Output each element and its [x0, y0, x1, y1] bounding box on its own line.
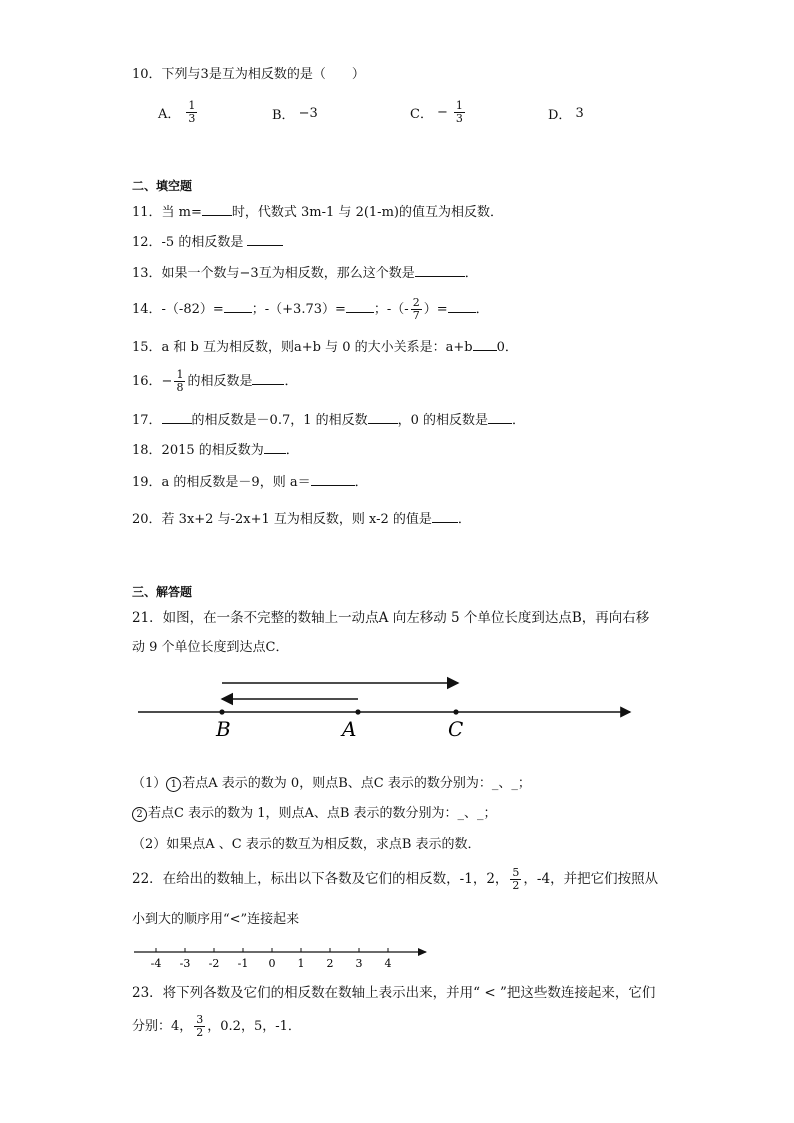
q12 [132, 233, 283, 252]
q17-text-d: ． [512, 413, 526, 428]
tick-label: -3 [179, 957, 191, 970]
q22-text-b: ，-4，并把它们按照从 [523, 871, 659, 887]
tick-label: -4 [150, 957, 162, 970]
fraction: $\frac{3}{2}$ [196, 1013, 204, 1039]
point-b-label: B [216, 717, 231, 741]
q23-text-b: ，0.2，5，-1． [207, 1019, 301, 1034]
q14 [132, 296, 489, 324]
q13-text-b: ． [464, 266, 478, 281]
q20-text-a: 20．若 3x+2 与-2x+1 互为相反数，则 x-2 的值是 [132, 512, 432, 527]
q21-line-2: 动 9 个单位长度到达点C． [132, 640, 289, 655]
q14-text-d: ）= [423, 302, 448, 317]
point-a-label: A [342, 717, 357, 741]
tick-label: 4 [384, 957, 392, 970]
q15-text-a: 15．a 和 b 互为相反数，则a+b 与 0 的大小关系是：a+b [132, 340, 473, 355]
q17-text-c: ，0 的相反数是 [397, 413, 489, 428]
q11-text-b: 时，代数式 3m-1 与 2(1-m)的值互为相反数． [231, 205, 503, 220]
q21-sub1 [132, 775, 531, 793]
q17 [132, 411, 525, 430]
tick-label: -1 [237, 957, 249, 970]
q21-sub2: （2）如果点A 、C 表示的数互为相反数，求点B 表示的数． [132, 837, 481, 852]
tick-label: 1 [297, 957, 305, 970]
q20 [132, 510, 471, 529]
answer-blank[interactable] [432, 510, 458, 523]
fraction: $\frac{2}{7}$ [412, 296, 420, 322]
q16 [132, 368, 297, 396]
q22-text-a: 22．在给出的数轴上，标出以下各数及它们的相反数，-1，2， [132, 871, 509, 887]
option-letter: D． [548, 108, 572, 123]
q11-text-a: 11．当 m= [132, 205, 202, 220]
q14-text-a: 14．-（-82）= [132, 302, 224, 317]
minus-sign: − [436, 105, 448, 120]
section-heading-solve: 三、解答题 [132, 585, 193, 599]
answer-blank[interactable] [311, 473, 355, 486]
point-c-dot [453, 709, 458, 714]
q10-option-d [548, 104, 584, 123]
q19-text-b: ． [354, 475, 368, 490]
answer-blank[interactable] [488, 411, 512, 424]
answer-blank[interactable] [202, 203, 232, 216]
q10-option-b [272, 104, 318, 123]
q23-line-2 [132, 1012, 301, 1042]
q12-text-a: 12．-5 的相反数是 [132, 235, 248, 250]
answer-blank[interactable] [448, 300, 476, 313]
q13 [132, 264, 478, 283]
answer-blank[interactable] [162, 411, 192, 424]
point-c-label: C [448, 717, 464, 741]
q22-line-1 [132, 864, 658, 894]
option-letter: A． [158, 107, 181, 122]
q14-text-c: ；-（- [373, 302, 409, 317]
q10-option-c [410, 100, 467, 125]
q22-number-line [130, 942, 430, 972]
q14-text-b: ；-（+3.73）= [251, 302, 346, 317]
q21-line-1: 21．如图，在一条不完整的数轴上一动点A 向左移动 5 个单位长度到达点B，再向右移 [132, 610, 650, 626]
fraction: $\frac{1}{8}$ [176, 368, 184, 394]
q22-line-2: 小到大的顺序用“<”连接起来 [132, 912, 300, 927]
tick-label: 0 [268, 957, 276, 970]
sub-mark: （1） [132, 776, 167, 791]
q10-stem: 10．下列与3是互为相反数的是（ ） [132, 67, 365, 82]
answer-blank[interactable] [368, 411, 398, 424]
fraction: $\frac{5}{2}$ [512, 866, 520, 892]
section-heading-fill: 二、填空题 [132, 179, 193, 193]
answer-blank[interactable] [247, 233, 283, 246]
q10-option-a [158, 100, 199, 125]
answer-blank[interactable] [415, 264, 465, 277]
q15-text-b: 0． [496, 340, 518, 355]
tick-label: 2 [326, 957, 334, 970]
q14-text-e: ． [475, 302, 489, 317]
q16-text-c: ． [284, 374, 298, 389]
answer-blank[interactable] [473, 338, 497, 351]
option-value: −3 [298, 106, 318, 121]
q17-text-a: 17． [132, 413, 162, 428]
circled-number: 1 [166, 777, 181, 792]
q20-text-b: ． [457, 512, 471, 527]
q23-line-1: 23．将下列各数及它们的相反数在数轴上表示出来，并用“ < ”把这些数连接起来，它们 [132, 985, 656, 1001]
point-a-dot [355, 709, 360, 714]
answer-blank[interactable] [252, 372, 284, 385]
answer-blank[interactable] [264, 441, 286, 454]
option-value: 3 [575, 106, 584, 121]
q11 [132, 203, 503, 222]
answer-blank[interactable] [224, 300, 252, 313]
q18-text-a: 18．2015 的相反数为 [132, 443, 264, 458]
q18-text-b: ． [285, 443, 299, 458]
q21-number-line-figure [130, 672, 640, 744]
option-letter: C． [410, 107, 433, 122]
q21-sub1b [132, 805, 497, 823]
sub1-text: 若点A 表示的数为 0，则点B、点C 表示的数分别为：_、_； [182, 776, 531, 791]
q15 [132, 338, 518, 357]
q17-text-b: 的相反数是－0.7，1 的相反数 [191, 413, 368, 428]
arrowhead-icon [418, 948, 427, 956]
q16-text-a: 16．− [132, 374, 173, 389]
circled-number: 2 [132, 807, 147, 822]
option-letter: B． [272, 108, 295, 123]
tick-label: 3 [355, 957, 363, 970]
q18 [132, 441, 299, 460]
fraction: $\frac{1}{3}$ [188, 99, 196, 125]
q19 [132, 473, 368, 492]
q16-text-b: 的相反数是 [187, 374, 253, 389]
q23-text-a: 分别：4， [132, 1019, 193, 1034]
q10-options [0, 96, 794, 136]
point-b-dot [219, 709, 224, 714]
answer-blank[interactable] [346, 300, 374, 313]
q13-text-a: 13．如果一个数与−3互为相反数，那么这个数是 [132, 266, 415, 281]
sub1b-text: 若点C 表示的数为 1，则点A、点B 表示的数分别为：_、_； [148, 806, 497, 821]
q19-text-a: 19．a 的相反数是－9，则 a＝ [132, 475, 311, 490]
tick-label: -2 [208, 957, 220, 970]
fraction: $\frac{1}{3}$ [455, 99, 463, 125]
